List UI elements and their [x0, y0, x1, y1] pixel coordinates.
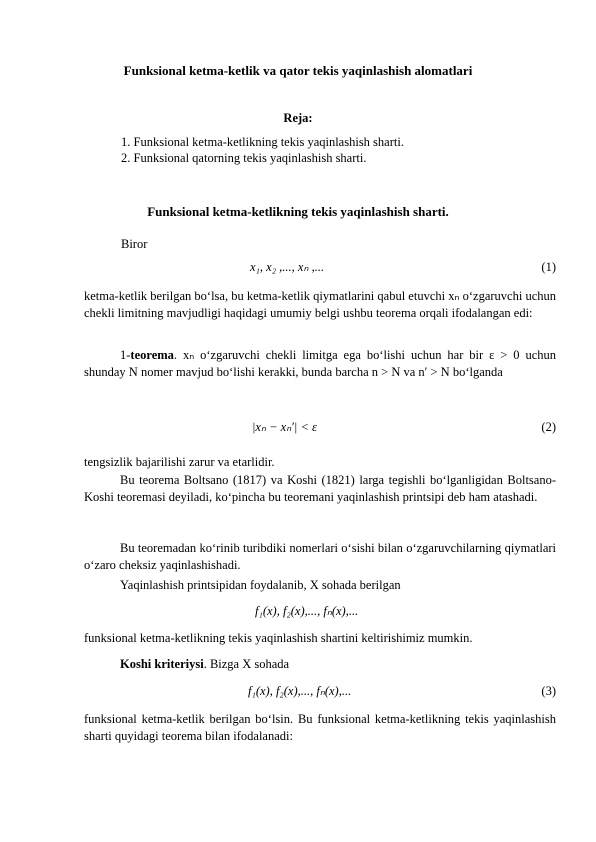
section-heading: Funksional ketma-ketlikning tekis yaqinlashish sharti.	[147, 204, 449, 219]
equation-2: |xₙ − xₙ′| < ε	[252, 420, 317, 434]
plan-item-2: 2. Funksional qatorning tekis yaqinlashish sharti.	[121, 151, 367, 165]
theorem-prefix: 1-	[120, 348, 131, 362]
paragraph-5: Yaqinlashish printsipidan foydalanib, X sohada berilgan	[120, 578, 401, 592]
paragraph-biror: Biror	[121, 237, 148, 251]
equation-1-number: (1)	[541, 260, 556, 274]
equation-1: x₁, x₂ ,..., xₙ ,...	[250, 260, 325, 274]
equation-3: f₁(x), f₂(x),..., fₙ(x),...	[248, 684, 352, 698]
equation-f: f₁(x), f₂(x),..., fₙ(x),...	[255, 604, 359, 618]
koshi-paragraph	[84, 656, 556, 673]
paragraph-7: funksional ketma-ketlik berilgan bo‘lsin. Bu funksional ketma-ketlikning tekis yaqinlashish sharti quyidagi teorema bilan ifodalanadi:	[84, 712, 556, 743]
document-title: Funksional ketma-ketlik va qator tekis yaqinlashish alomatlari	[123, 63, 473, 78]
paragraph-6: funksional ketma-ketlikning tekis yaqinlashish shartini keltirishimiz mumkin.	[84, 631, 473, 645]
paragraph-2: tengsizlik bajarilishi zarur va etarlidir.	[84, 455, 275, 469]
plan-heading: Reja:	[283, 111, 313, 125]
plan-item-1: 1. Funksional ketma-ketlikning tekis yaqinlashish sharti.	[121, 135, 404, 149]
paragraph-3: Bu teorema Boltsano (1817) va Koshi (1821) larga tegishli bo‘lganligidan Boltsano-Koshi teoremasi deyiladi, ko‘pincha bu teoremani yaqinlashish printsipi deb ham atashadi.	[84, 473, 556, 504]
equation-3-number: (3)	[541, 684, 556, 698]
koshi-label: Koshi kriteriysi	[120, 657, 204, 671]
theorem-label: teorema	[130, 348, 174, 362]
paragraph-1: ketma-ketlik berilgan bo‘lsa, bu ketma-ketlik qiymatlarini qabul etuvchi xₙ o‘zgaruvchi uchun chekli limitning mavjudligi haqidagi umumiy belgi ushbu teorema orqali ifodalangan edi:	[84, 289, 556, 320]
theorem-paragraph	[84, 347, 556, 381]
koshi-text: . Bizga X sohada	[203, 657, 290, 671]
equation-2-number: (2)	[541, 420, 556, 434]
theorem-text: . xₙ o‘zgaruvchi chekli limitga ega bo‘lishi uchun har bir ε > 0 uchun shunday N nomer mavjud bo‘lishi kerakki, bunda barcha n > N va n′ > N bo‘lganda	[84, 348, 556, 379]
paragraph-4: Bu teoremadan ko‘rinib turibdiki nomerlari o‘sishi bilan o‘zgaruvchilarning qiymatlari o‘zaro cheksiz yaqinlashishadi.	[84, 541, 556, 572]
